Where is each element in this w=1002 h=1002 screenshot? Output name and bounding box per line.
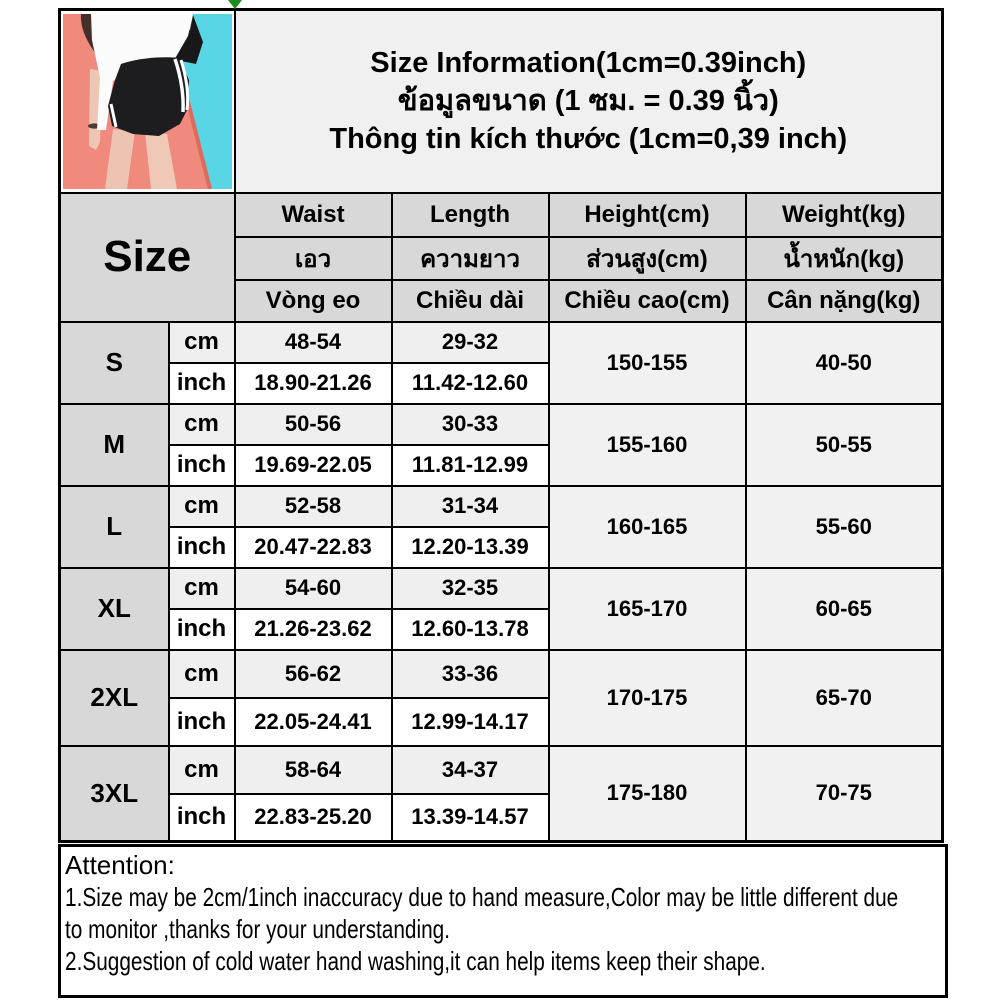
xl-waist-inch: 21.26-23.62	[235, 609, 392, 650]
table-row	[60, 650, 943, 698]
col-header-weight-vi: Cân nặng(kg)	[746, 280, 943, 322]
m-weight: 50-55	[746, 404, 943, 486]
col-header-waist-th: เอว	[235, 237, 392, 280]
col-header-weight-th: น้ำหนัก(kg)	[746, 237, 943, 280]
l-waist-cm: 52-58	[235, 486, 392, 527]
size-label-l: L	[60, 486, 169, 568]
size-table	[58, 8, 944, 843]
attention-box	[58, 844, 948, 998]
s-waist-inch: 18.90-21.26	[235, 363, 392, 404]
2xl-weight: 65-70	[746, 650, 943, 746]
m-waist-inch: 19.69-22.05	[235, 445, 392, 486]
2xl-length-cm: 33-36	[392, 650, 549, 698]
2xl-height: 170-175	[549, 650, 746, 746]
attention-line-2: to monitor ,thanks for your understanding.	[65, 914, 451, 944]
unit-inch: inch	[169, 363, 235, 404]
size-label-m: M	[60, 404, 169, 486]
s-weight: 40-50	[746, 322, 943, 404]
unit-inch: inch	[169, 698, 235, 746]
green-corner-marker	[228, 0, 242, 9]
m-length-inch: 11.81-12.99	[392, 445, 549, 486]
col-header-waist-vi: Vòng eo	[235, 280, 392, 322]
3xl-length-inch: 13.39-14.57	[392, 794, 549, 842]
m-height: 155-160	[549, 404, 746, 486]
title-line-th: ข้อมูลขนาด (1 ซม. = 0.39 นิ้ว)	[397, 85, 779, 118]
unit-cm: cm	[169, 650, 235, 698]
unit-inch: inch	[169, 445, 235, 486]
s-length-cm: 29-32	[392, 322, 549, 363]
xl-height: 165-170	[549, 568, 746, 650]
unit-inch: inch	[169, 527, 235, 568]
3xl-weight: 70-75	[746, 746, 943, 842]
col-header-waist-en: Waist	[235, 193, 392, 237]
s-length-inch: 11.42-12.60	[392, 363, 549, 404]
table-row	[60, 404, 943, 445]
table-row	[60, 322, 943, 363]
3xl-waist-cm: 58-64	[235, 746, 392, 794]
col-header-length-th: ความยาว	[392, 237, 549, 280]
xl-waist-cm: 54-60	[235, 568, 392, 609]
table-row	[60, 746, 943, 794]
unit-cm: cm	[169, 746, 235, 794]
col-header-weight-en: Weight(kg)	[746, 193, 943, 237]
col-header-length-en: Length	[392, 193, 549, 237]
3xl-length-cm: 34-37	[392, 746, 549, 794]
unit-cm: cm	[169, 322, 235, 363]
m-length-cm: 30-33	[392, 404, 549, 445]
table-row	[60, 486, 943, 527]
size-header-cell: Size	[60, 193, 235, 322]
unit-inch: inch	[169, 609, 235, 650]
size-label-xl: XL	[60, 568, 169, 650]
unit-cm: cm	[169, 404, 235, 445]
unit-cm: cm	[169, 568, 235, 609]
3xl-waist-inch: 22.83-25.20	[235, 794, 392, 842]
size-label-s: S	[60, 322, 169, 404]
col-header-height-vi: Chiều cao(cm)	[549, 280, 746, 322]
attention-line-1: 1.Size may be 2cm/1inch inaccuracy due to hand measure,Color may be little different due	[65, 882, 899, 912]
title-cell	[235, 10, 943, 193]
col-header-height-th: ส่วนสูง(cm)	[549, 237, 746, 280]
xl-length-cm: 32-35	[392, 568, 549, 609]
2xl-waist-cm: 56-62	[235, 650, 392, 698]
attention-line-3: 2.Suggestion of cold water hand washing,it can help items keep their shape.	[65, 946, 766, 976]
size-label-2xl: 2XL	[60, 650, 169, 746]
attention-heading: Attention:	[65, 850, 175, 880]
table-row	[60, 568, 943, 609]
3xl-height: 175-180	[549, 746, 746, 842]
s-height: 150-155	[549, 322, 746, 404]
unit-cm: cm	[169, 486, 235, 527]
l-height: 160-165	[549, 486, 746, 568]
product-photo-cell	[60, 10, 235, 193]
l-waist-inch: 20.47-22.83	[235, 527, 392, 568]
xl-weight: 60-65	[746, 568, 943, 650]
2xl-length-inch: 12.99-14.17	[392, 698, 549, 746]
xl-length-inch: 12.60-13.78	[392, 609, 549, 650]
col-header-height-en: Height(cm)	[549, 193, 746, 237]
l-length-cm: 31-34	[392, 486, 549, 527]
s-waist-cm: 48-54	[235, 322, 392, 363]
title-line-en: Size Information(1cm=0.39inch)	[370, 47, 807, 80]
m-waist-cm: 50-56	[235, 404, 392, 445]
unit-inch: inch	[169, 794, 235, 842]
title-line-vi: Thông tin kích thước (1cm=0,39 inch)	[329, 123, 848, 156]
product-photo	[63, 14, 232, 189]
2xl-waist-inch: 22.05-24.41	[235, 698, 392, 746]
size-label-3xl: 3XL	[60, 746, 169, 842]
col-header-length-vi: Chiều dài	[392, 280, 549, 322]
l-weight: 55-60	[746, 486, 943, 568]
l-length-inch: 12.20-13.39	[392, 527, 549, 568]
